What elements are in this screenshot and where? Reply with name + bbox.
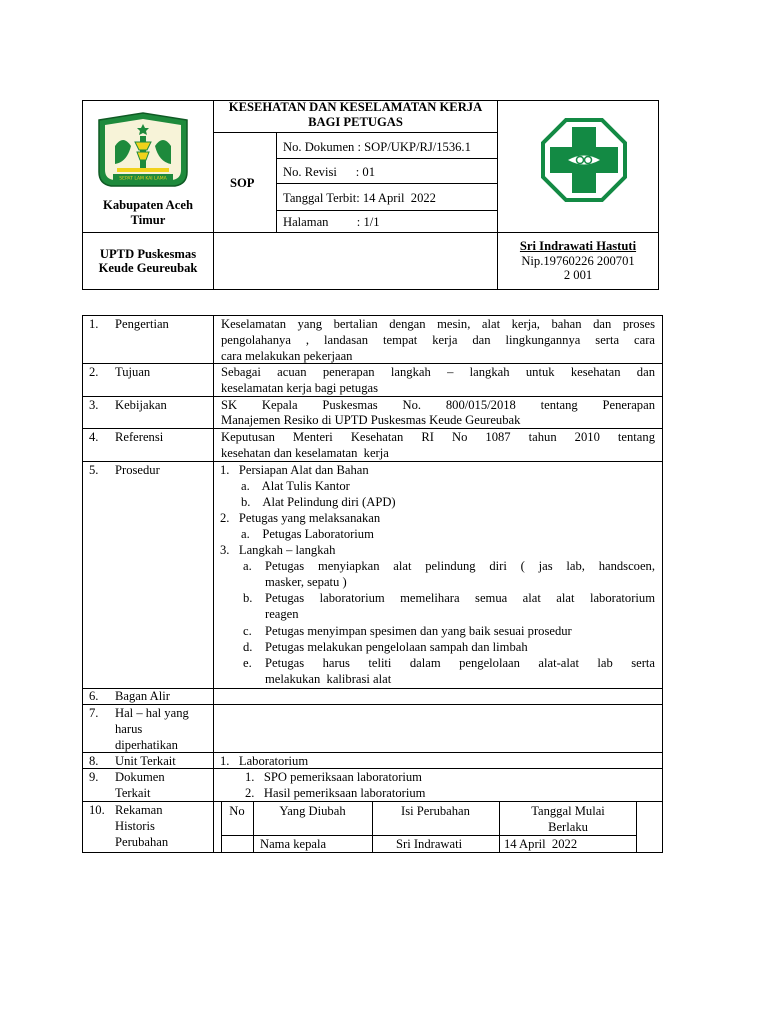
history-cell-date: 14 April 2022 [504,837,578,851]
dokumen-terkait-item: 1. SPO pemeriksaan laboratorium [245,770,422,784]
row-number: 8. [89,754,99,768]
tujuan-text: Sebagai acuan penerapan langkah – langkah untuk kesehatan dan [221,365,655,379]
doc-number: No. Dokumen : SOP/UKP/RJ/1536.1 [283,140,471,154]
prosedur-substep: Petugas melakukan pengelolaan sampah dan limbah [265,640,528,654]
row-number: 1. [89,317,99,331]
issue-date: Tanggal Terbit: 14 April 2022 [283,191,436,205]
signer-name: Sri Indrawati Hastuti [519,239,637,253]
row-number: 4. [89,430,99,444]
row-number: 7. [89,706,99,720]
row-number: 3. [89,398,99,412]
history-header-changed: Yang Diubah [279,804,346,818]
prosedur-substep: melakukan kalibrasi alat [265,672,392,686]
row-label-rekaman: Rekaman [115,803,163,817]
unit-terkait-value: 1. Laboratorium [220,754,309,768]
history-cell-changed: Nama kepala [260,837,327,851]
prosedur-substep: Petugas menyiapkan alat pelindung diri ( jas lab, handscoen, [265,559,655,573]
row-label-referensi: Referensi [115,430,164,444]
row-label-tujuan: Tujuan [115,365,151,379]
unit-name-line2: Keude Geureubak [98,261,198,275]
row-label-dokumen: Dokumen [115,770,165,784]
row-label-prosedur: Prosedur [115,463,160,477]
prosedur-substep: Petugas menyimpan spesimen dan yang baik sesuai prosedur [265,624,572,638]
row-label-unit-terkait: Unit Terkait [115,754,176,768]
aceh-timur-logo [95,112,191,194]
row-label-bagan-alir: Bagan Alir [115,689,170,703]
prosedur-marker: b. [243,591,253,605]
row-label-rekaman: Historis [115,819,155,833]
prosedur-substep: masker, sepatu ) [265,575,347,589]
prosedur-substep: a. Petugas Laboratorium [241,527,374,541]
row-number: 9. [89,770,99,784]
row-label-hal: Hal – hal yang [115,706,189,720]
prosedur-marker: a. [243,559,252,573]
referensi-text: kesehatan dan keselamatan kerja [221,446,389,460]
row-label-hal: harus [115,722,143,736]
history-header-content: Isi Perubahan [401,804,470,818]
prosedur-step: 2. Petugas yang melaksanakan [220,511,381,525]
row-number: 2. [89,365,99,379]
prosedur-substep: reagen [265,607,299,621]
logo-motto-text: SEPAT LAM KAI LAMA [119,176,167,182]
row-number: 10. [89,803,105,817]
prosedur-marker: e. [243,656,252,670]
kebijakan-text: SK Kepala Puskesmas No. 800/015/2018 tentang Penerapan [221,398,655,412]
prosedur-substep: Petugas laboratorium memelihara semua alat alat laboratorium [265,591,655,605]
tujuan-text: keselamatan kerja bagi petugas [221,381,379,395]
pengertian-text: cara melakukan pekerjaan [221,349,353,363]
pengertian-text: Keselamatan yang bertalian dengan mesin, alat kerja, bahan dan proses [221,317,655,331]
referensi-text: Keputusan Menteri Kesehatan RI No 1087 tahun 2010 tentang [221,430,655,444]
row-number: 5. [89,463,99,477]
signer-nip-line2: 2 001 [563,268,593,282]
org-name-line: Kabupaten Aceh Timur [103,198,193,227]
row-label-pengertian: Pengertian [115,317,169,331]
history-header-date: Berlaku [548,820,588,834]
row-label-kebijakan: Kebijakan [115,398,167,412]
row-label-hal: diperhatikan [115,738,178,752]
unit-name: UPTD Puskesmas [99,247,197,261]
row-number: 6. [89,689,99,703]
row-label-dokumen: Terkait [115,786,151,800]
history-header-date: Tanggal Mulai [531,804,605,818]
row-label-rekaman: Perubahan [115,835,169,849]
prosedur-marker: d. [243,640,253,654]
history-header-no: No [229,804,245,818]
prosedur-step: 1. Persiapan Alat dan Bahan [220,463,369,477]
revision-number: No. Revisi : 01 [283,165,376,179]
prosedur-step: 3. Langkah – langkah [220,543,336,557]
puskesmas-logo [540,117,628,203]
document-title: KESEHATAN DAN KESELAMATAN KERJA BAGI PETUGAS [228,100,483,129]
prosedur-substep: b. Alat Pelindung diri (APD) [241,495,396,509]
kebijakan-text: Manajemen Resiko di UPTD Puskesmas Keude Geureubak [221,413,521,427]
signer-nip: Nip.19760226 200701 [521,254,635,268]
page-count: Halaman : 1/1 [283,215,380,229]
dokumen-terkait-item: 2. Hasil pemeriksaan laboratorium [245,786,426,800]
pengertian-text: pengolahanya , landasan tempat kerja dan lingkungannya serta cara [221,333,655,347]
sop-label: SOP [230,176,255,190]
prosedur-marker: c. [243,624,252,638]
prosedur-substep: Petugas harus teliti dalam pengelolaan alat-alat lab serta [265,656,655,670]
prosedur-substep: a. Alat Tulis Kantor [241,479,350,493]
history-cell-content: Sri Indrawati [396,837,463,851]
